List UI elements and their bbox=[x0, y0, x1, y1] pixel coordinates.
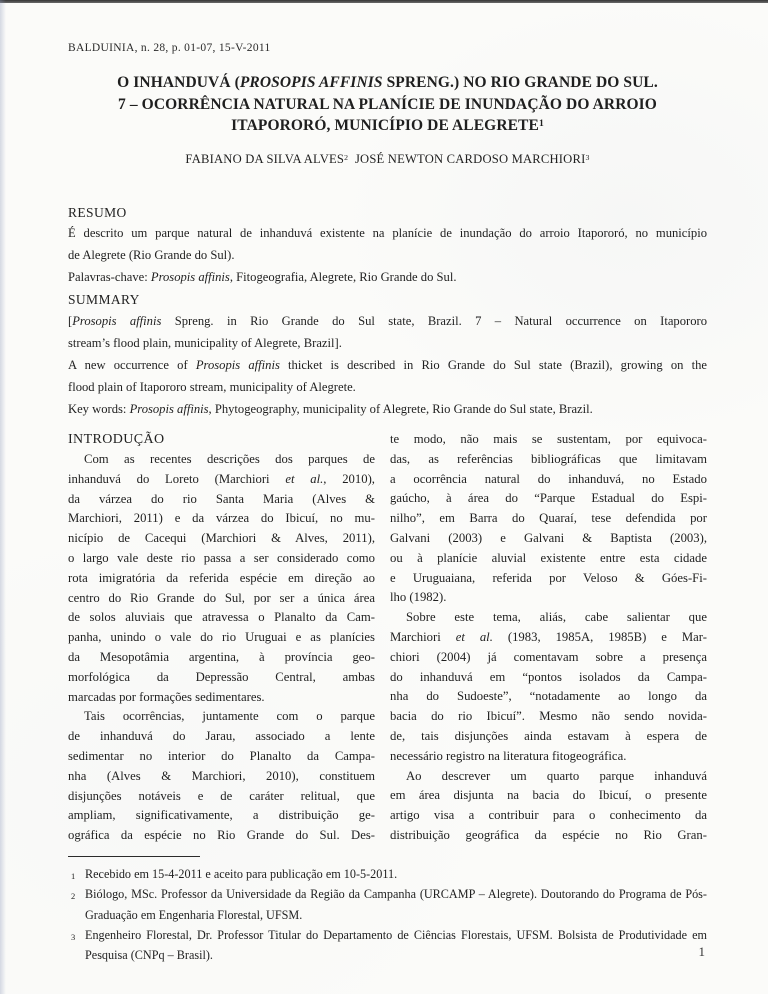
text-line: marcadas por formações sedimentares. bbox=[68, 689, 265, 704]
text-segment: et al. bbox=[285, 471, 324, 486]
text-segment: 3 bbox=[585, 152, 590, 162]
text-line: ográfica da espécie no Rio Grande do Sul. Des- bbox=[68, 828, 375, 843]
text-segment: Palavras-chave: bbox=[68, 270, 151, 284]
text-line bbox=[68, 398, 707, 420]
summary-heading: SUMMARY bbox=[68, 292, 140, 307]
text-line: necessário registro na literatura fitogeográfica. bbox=[390, 748, 627, 763]
journal-header: BALDUINIA, n. 28, p. 01-07, 15-V-2011 bbox=[68, 42, 271, 54]
text-line: artigo visa a contribuir para o conhecimento da bbox=[390, 808, 707, 823]
text-line: de solos aluviais que atravessa o Planalto da Cam- bbox=[68, 610, 375, 625]
text-segment: 2 bbox=[344, 152, 349, 162]
text-segment: , Phytogeography, municipality of Alegrete, Rio Grande do Sul state, Brazil. bbox=[208, 402, 593, 416]
text-segment: [ bbox=[68, 314, 73, 328]
text-line: de, tais disjunções ainda estavam à espera de bbox=[390, 728, 707, 743]
text-line: o largo vale deste rio passa a ser considerado como bbox=[68, 550, 375, 565]
footnote-2-marker: 2 bbox=[71, 891, 76, 902]
text-line: ou à planície aluvial existente entre esta cidade bbox=[390, 550, 707, 565]
resumo-text bbox=[68, 222, 707, 288]
text-segment: , 2010), bbox=[323, 471, 375, 486]
introduction-section bbox=[68, 430, 707, 846]
text-line: das, as referências bibliográficas que limitavam bbox=[390, 451, 707, 466]
text-segment: Key words: bbox=[68, 402, 130, 416]
text-line bbox=[68, 266, 707, 288]
text-segment: O INHANDUVÁ ( bbox=[117, 74, 240, 91]
text-segment: 1 bbox=[538, 117, 544, 129]
text-line: a ocorrência natural do inhanduvá, no Estado bbox=[390, 471, 707, 486]
summary-text bbox=[68, 310, 707, 420]
intro-column-left bbox=[68, 430, 375, 846]
text-line: do inhanduvá em “pontos isolados da Campa- bbox=[390, 669, 707, 684]
text-line: disjunções notáveis e de caráter relitual, que bbox=[68, 788, 375, 803]
text-line bbox=[390, 628, 707, 648]
text-line: nicípio de Cacequi (Marchiori & Alves, 2011), bbox=[68, 531, 375, 546]
resumo-heading: RESUMO bbox=[68, 205, 127, 220]
introducao-heading: INTRODUÇÃO bbox=[68, 432, 165, 447]
footnote-3 bbox=[68, 925, 707, 966]
text-segment: A new occurrence of bbox=[68, 358, 196, 372]
text-line: nilho”, em Barra do Quaraí, tese defendida por bbox=[390, 511, 707, 526]
title-line-2 bbox=[68, 94, 707, 116]
text-segment: 7 – OCORRÊNCIA NATURAL NA PLANÍCIE DE INUNDAÇÃO DO ARROIO bbox=[118, 95, 657, 113]
text-line: Marchiori, 2011) e da várzea do Ibicuí, no mu- bbox=[68, 511, 375, 526]
text-line: bacia do rio Ibicuí”. Mesmo não sendo novida- bbox=[390, 709, 707, 724]
text-segment: PROSOPIS AFFINIS bbox=[239, 74, 383, 91]
text-line: morfológica da Depressão Central, ambas bbox=[68, 669, 375, 684]
paper-title bbox=[68, 72, 707, 139]
text-line: da várzea do rio Santa Maria (Alves & bbox=[68, 491, 375, 506]
text-segment: SPRENG.) NO RIO GRANDE DO SUL. bbox=[382, 74, 658, 91]
text-line: ampliam, significativamente, a distribuição ge- bbox=[68, 808, 375, 823]
text-line bbox=[68, 354, 707, 376]
text-line: chiori (2004) já comentavam sobre a presença bbox=[390, 649, 707, 664]
text-line: em área disjunta na bacia do Ibicuí, o presente bbox=[390, 788, 707, 803]
scan-edge-left bbox=[0, 0, 6, 994]
text-line: da Mesopotâmia argentina, à província geo- bbox=[68, 649, 375, 664]
text-segment: FABIANO DA SILVA ALVES bbox=[185, 152, 345, 166]
text-line: Tais ocorrências, juntamente com o parque bbox=[84, 709, 375, 724]
text-line: lho (1982). bbox=[390, 590, 447, 605]
text-segment: Prosopis affinis bbox=[72, 314, 162, 328]
authors-line bbox=[68, 152, 707, 167]
text-segment: et al. bbox=[455, 629, 493, 644]
footnote-divider bbox=[68, 856, 200, 857]
text-line: sedimentar no interior do Planalto da Campa- bbox=[68, 748, 375, 763]
intro-right-text bbox=[390, 430, 707, 846]
text-line: e Uruguaiana, referida por Veloso & Góes-Fi- bbox=[390, 570, 707, 585]
text-line: distribuição geográfica da espécie no Rio Gran- bbox=[390, 827, 707, 842]
page-number: 1 bbox=[698, 944, 705, 959]
text-segment: Prosopis affinis bbox=[129, 402, 209, 416]
text-line: rota imigratória da referida espécie em direção ao bbox=[68, 570, 375, 585]
text-segment: Marchiori bbox=[390, 629, 456, 644]
footnote-1-marker: 1 bbox=[71, 871, 76, 881]
text-line: gaúcho, à área do “Parque Estadual do Espi- bbox=[390, 491, 707, 506]
text-line: de Alegrete (Rio Grande do Sul). bbox=[68, 248, 235, 262]
text-line: flood plain of Itapororo stream, municipality of Alegrete. bbox=[68, 380, 356, 394]
text-segment: , Fitogeografia, Alegrete, Rio Grande do Sul. bbox=[229, 270, 457, 284]
page-content bbox=[68, 0, 707, 994]
text-line: stream’s flood plain, municipality of Alegrete, Brazil]. bbox=[68, 336, 342, 350]
footnote-3-marker: 3 bbox=[71, 931, 76, 942]
text-line: Com as recentes descrições dos parques de bbox=[84, 452, 375, 466]
text-line: de inhanduvá do Jarau, associado a lente bbox=[68, 729, 375, 744]
text-segment: Spreng. in Rio Grande do Sul state, Brazil. 7 – Natural occurrence on Itapororo bbox=[161, 314, 707, 328]
text-line bbox=[68, 470, 375, 490]
text-segment: thicket is described in Rio Grande do Sul state (Brazil), growing on the bbox=[279, 358, 707, 372]
text-line: te modo, não mais se sustentam, por equivoca- bbox=[390, 432, 707, 446]
text-segment: JOSÉ NEWTON CARDOSO MARCHIORI bbox=[348, 152, 586, 166]
text-line: centro do Rio Grande do Sul, por ser a única área bbox=[68, 590, 375, 605]
text-line: Ao descrever um quarto parque inhanduvá bbox=[406, 768, 707, 783]
footnote-2-text: Biólogo, MSc. Professor da Universidade da Região da Campanha (URCAMP – Alegrete). Doutorando do Programa de Pós-Graduação em Engenharia Florestal, UFSM. bbox=[85, 887, 707, 922]
text-segment: ITAPORORÓ, MUNICÍPIO DE ALEGRETE bbox=[231, 117, 539, 134]
text-line: panha, unindo o vale do rio Uruguai e as planícies bbox=[68, 630, 375, 645]
intro-column-right bbox=[390, 430, 707, 846]
title-line-1 bbox=[68, 72, 707, 94]
text-line: Sobre este tema, aliás, cabe salientar que bbox=[406, 610, 707, 625]
footnotes bbox=[68, 864, 707, 965]
text-segment: (1983, 1985A, 1985B) e Mar- bbox=[492, 629, 707, 644]
text-line: nha (Alves & Marchiori, 2010), constituem bbox=[68, 768, 375, 783]
text-segment: inhanduvá do Loreto (Marchiori bbox=[68, 471, 286, 486]
text-segment: Prosopis affinis bbox=[195, 358, 280, 372]
footnote-1 bbox=[68, 864, 707, 884]
text-line: nha do Sudoeste”, “notadamente ao longo da bbox=[390, 689, 707, 704]
text-line bbox=[68, 310, 707, 332]
text-line: É descrito um parque natural de inhanduvá existente na planície de inundação do arroio Itapororó, no município bbox=[68, 226, 707, 240]
footnote-2 bbox=[68, 884, 707, 925]
footnote-1-text: Recebido em 15-4-2011 e aceito para publicação em 10-5-2011. bbox=[85, 867, 398, 881]
intro-left-text bbox=[68, 450, 375, 846]
footnote-3-text: Engenheiro Florestal, Dr. Professor Titular do Departamento de Ciências Florestais, UFSM. Bolsista de Produtividade em Pesquisa (CNPq – Brasil). bbox=[85, 927, 707, 963]
text-line: Galvani (2003) e Galvani & Baptista (2003), bbox=[390, 530, 707, 545]
title-line-3 bbox=[68, 115, 707, 139]
text-segment: Prosopis affinis bbox=[150, 270, 230, 284]
